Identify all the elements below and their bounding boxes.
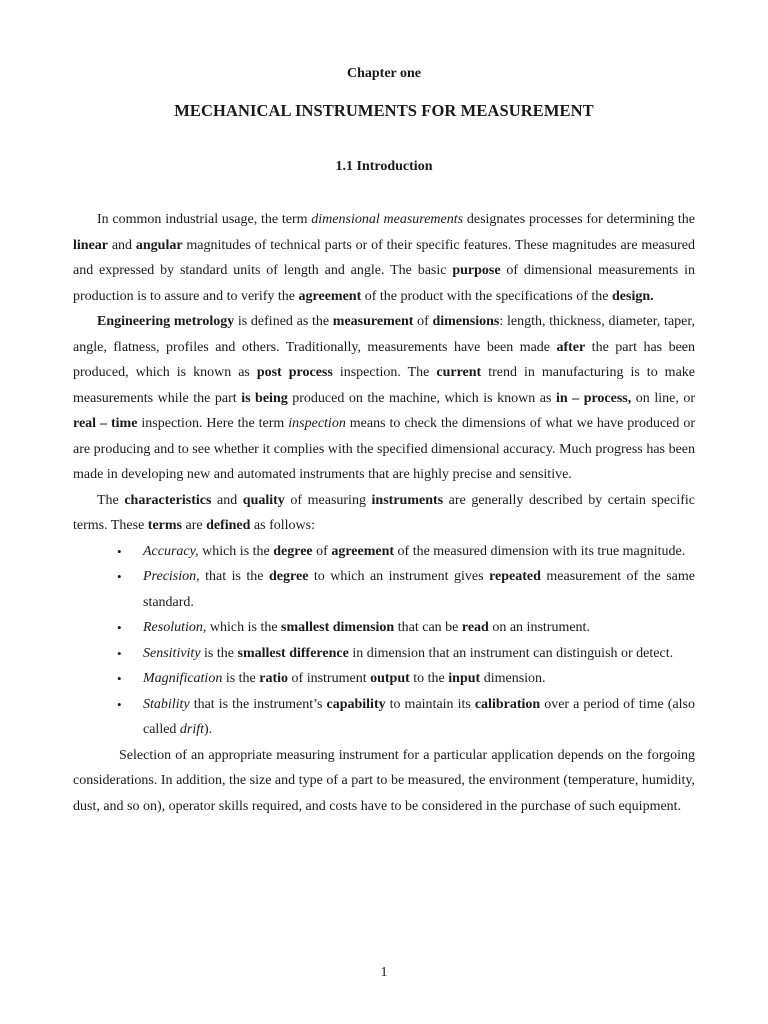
bullet-icon	[117, 666, 122, 692]
list-item-sensitivity: • Sensitivity is the smallest difference in dimension that an instrument can distinguish or detect.	[73, 641, 695, 667]
chapter-title: MECHANICAL INSTRUMENTS FOR MEASUREMENT	[174, 101, 594, 120]
list-item-stability: • Stability that is the instrument’s capability to maintain its calibration over a period of time (also called drift).	[73, 692, 695, 743]
list-item-resolution: • Resolution, which is the smallest dimension that can be read on an instrument.	[73, 615, 695, 641]
bullet-icon	[117, 641, 122, 667]
bullet-icon	[117, 539, 122, 565]
chapter-heading: Chapter one	[346, 66, 422, 81]
paragraph-1: In common industrial usage, the term dimensional measurements designates processes for determining the linear and angular magnitudes of technical parts or of their specific features. These magnitudes are measured and expressed by standard units of length and angle. The basic purpose of dimensional measurements in production is to assure and to verify the agreement of the product with the specifications of the design.	[73, 212, 695, 304]
list-item-precision: • Precision, that is the degree to which an instrument gives repeated measurement of the same standard.	[73, 564, 695, 615]
paragraph-2: Engineering metrology is defined as the measurement of dimensions: length, thickness, diameter, taper, angle, flatness, profiles and others. Traditionally, measurements have been made after the part has been produced, which is known as post process inspection. The current trend in manufacturing is to make measurements while the part is being produced on the machine, which is known as in – process, on line, or real – time inspection. Here the term inspection means to check the dimensions of what we have produced or are producing and to see whether it complies with the specified dimensional accuracy. Much progress has been made in developing new and automated instruments that are highly precise and sensitive.	[73, 314, 696, 482]
page-number: 1	[380, 965, 388, 980]
list-item-accuracy: • Accuracy, which is the degree of agreement of the measured dimension with its true magnitude.	[73, 539, 695, 565]
paragraph-3: The characteristics and quality of measuring instruments are generally described by certain specific terms. These terms are defined as follows:	[73, 492, 695, 533]
bullet-icon	[117, 615, 122, 641]
section-heading: 1.1 Introduction	[335, 159, 433, 174]
bullet-icon	[117, 564, 122, 590]
body-text	[73, 207, 695, 819]
paragraph-4: Selection of an appropriate measuring instrument for a particular application depends on the forgoing considerations. In addition, the size and type of a part to be measured, the environment (temperature, humidity, dust, and so on), operator skills required, and costs have to be considered in the purchase of such equipment.	[73, 747, 695, 814]
list-item-magnification: • Magnification is the ratio of instrument output to the input dimension.	[73, 666, 695, 692]
bullet-icon	[117, 692, 122, 718]
definitions-list	[73, 539, 695, 743]
